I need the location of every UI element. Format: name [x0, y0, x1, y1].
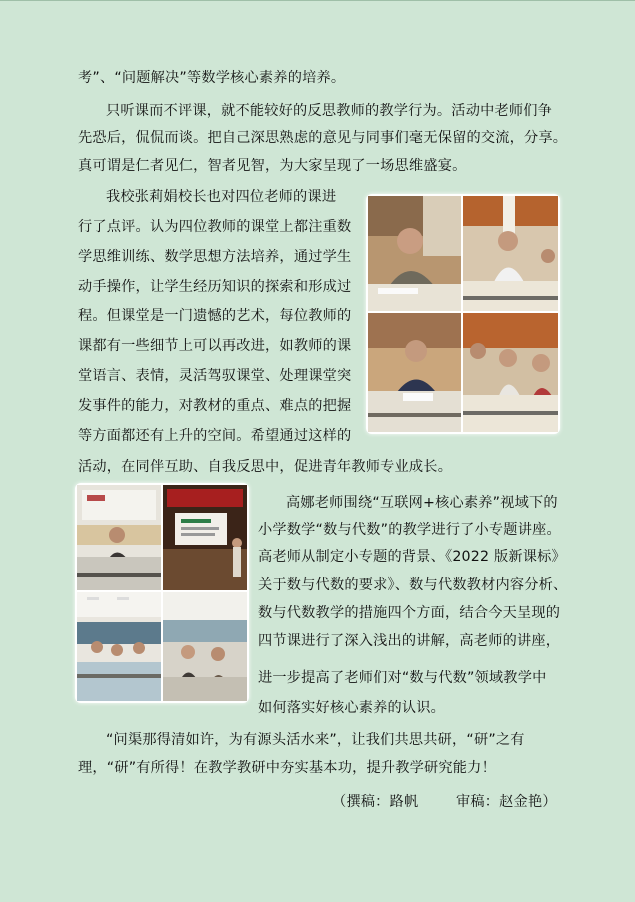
- photo-meeting-table: [368, 313, 461, 432]
- paragraph-2-line: 只听课而不评课，就不能较好的反思教师的教学行为。活动中老师们争: [106, 103, 553, 119]
- paragraph-5-line: 理，“研”有所得！在教学教研中夯实基本功，提升教学研究能力！: [78, 760, 496, 776]
- paragraph-4-line: 数与代数教学的措施四个方面，结合今天呈现的: [258, 605, 561, 621]
- photo-classroom-wide: [77, 592, 161, 701]
- paragraph-3-line: 堂语言、表情，灵活驾驭课堂、处理课堂突: [78, 368, 352, 384]
- paragraph-3-line: 动手操作，让学生经历知识的探索和形成过: [78, 279, 352, 295]
- photo-grid-evaluation: [366, 194, 560, 434]
- author-credits: （撰稿：路帆 审稿：赵金艳）: [332, 794, 557, 810]
- paragraph-1-line: 考”、“问题解决”等数学核心素养的培养。: [78, 70, 346, 86]
- page-top-edge: [0, 0, 635, 1]
- paragraph-2-line: 先恐后，侃侃而谈。把自己深思熟虑的意见与同事们毫无保留的交流，分享。: [78, 130, 568, 146]
- paragraph-4-line: 高老师从制定小专题的背景、《2022 版新课标》: [258, 549, 566, 565]
- paragraph-3-line: 我校张莉娟校长也对四位老师的课进: [106, 189, 337, 205]
- photo-presentation-screen: [163, 485, 247, 590]
- paragraph-5-line: “问渠那得清如许，为有源头活水来”，让我们共思共研，“研”之有: [106, 732, 525, 748]
- paragraph-4-line: 四节课进行了深入浅出的讲解，高老师的讲座，: [258, 633, 561, 649]
- paragraph-2-line: 真可谓是仁者见仁，智者见智，为大家呈现了一场思维盛宴。: [78, 158, 467, 174]
- paragraph-4-line: 小学数学“数与代数”的教学进行了小专题讲座。: [258, 522, 561, 538]
- paragraph-4-line: 关于数与代数的要求》、数与代数教材内容分析、: [258, 577, 568, 593]
- paragraph-4-line: 进一步提高了老师们对“数与代数”领域教学中: [258, 670, 547, 686]
- photo-grid-lecture: [75, 483, 249, 703]
- paragraph-4-line: 高娜老师围绕“互联网+核心素养”视域下的: [286, 495, 558, 511]
- photo-teachers-seated: [463, 313, 558, 432]
- paragraph-3-line: 等方面都还有上升的空间。希望通过这样的: [78, 428, 352, 444]
- paragraph-3-line: 学思维训练、数学思想方法培养，通过学生: [78, 249, 352, 265]
- paragraph-3-line: 课都有一些细节上可以再改进，如教师的课: [78, 338, 352, 354]
- photo-principal-speaking: [368, 196, 461, 311]
- paragraph-4-line: 如何落实好核心素养的认识。: [258, 700, 446, 716]
- photo-teachers-meeting: [163, 592, 247, 701]
- photo-lecture-desk: [77, 485, 161, 590]
- paragraph-3-line: 程。但课堂是一门遗憾的艺术，每位教师的: [78, 308, 352, 324]
- paragraph-3-line: 活动，在同伴互助、自我反思中，促进青年教师专业成长。: [78, 459, 453, 475]
- paragraph-3-line: 行了点评。认为四位教师的课堂上都注重数: [78, 219, 352, 235]
- photo-teachers-listening: [463, 196, 558, 311]
- paragraph-3-line: 发事件的能力，对教材的重点、难点的把握: [78, 398, 352, 414]
